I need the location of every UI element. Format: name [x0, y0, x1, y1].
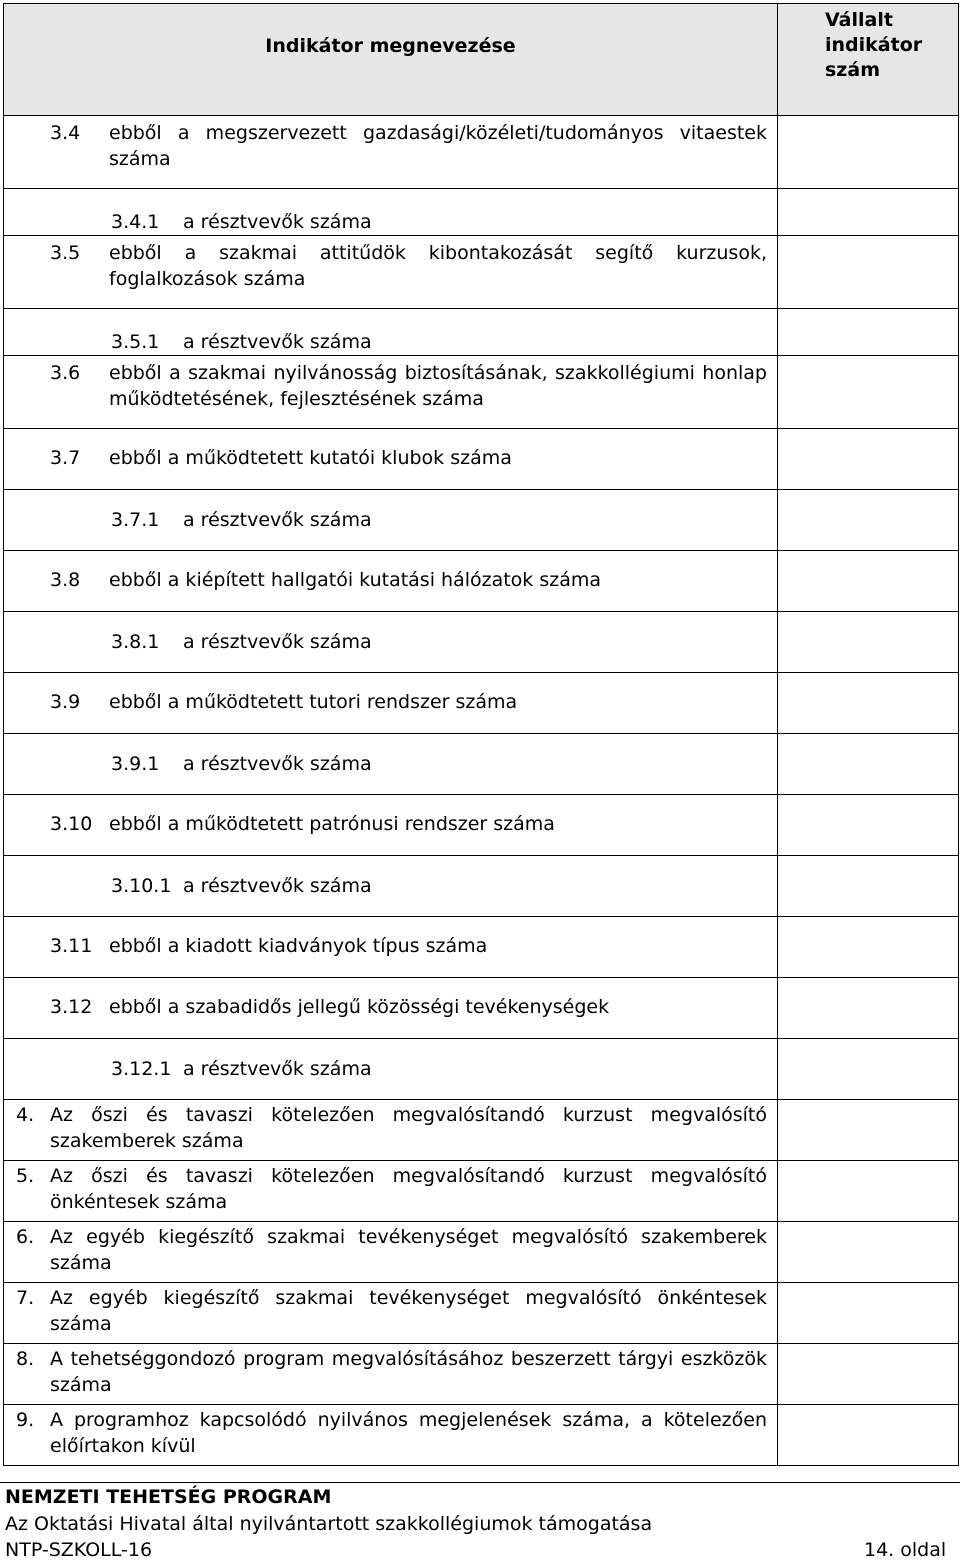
indicator-line	[4, 1405, 777, 1459]
table-row	[4, 734, 959, 795]
table-row	[4, 673, 959, 734]
indicator-number: 3.10	[50, 813, 93, 835]
table-row	[4, 1161, 959, 1222]
table-row	[4, 309, 959, 356]
indicator-line	[4, 917, 777, 959]
indicator-number: 3.12	[50, 996, 93, 1018]
indicator-line	[4, 236, 777, 292]
indicator-line	[4, 734, 777, 777]
indicator-text: a résztvevők száma	[183, 509, 372, 531]
indicator-cell	[4, 1405, 778, 1466]
indicator-text: a résztvevők száma	[183, 875, 372, 897]
table-row	[4, 612, 959, 673]
table-row	[4, 429, 959, 490]
indicator-cell	[4, 490, 778, 551]
indicator-number: 8.	[16, 1348, 35, 1370]
indicator-cell	[4, 309, 778, 356]
indicator-line	[4, 309, 777, 355]
indicator-line	[4, 1100, 777, 1154]
committed-number-cell[interactable]	[778, 1283, 959, 1344]
table-row	[4, 795, 959, 856]
indicator-line	[4, 490, 777, 533]
table-row	[4, 1283, 959, 1344]
indicator-text: ebből a működtetett kutatói klubok száma	[109, 447, 512, 469]
committed-number-cell[interactable]	[778, 189, 959, 236]
committed-number-cell[interactable]	[778, 116, 959, 189]
table-body	[4, 116, 959, 1466]
indicator-line	[4, 1039, 777, 1082]
indicator-number: 3.9	[50, 691, 81, 713]
indicator-text: Az egyéb kiegészítő szakmai tevékenységet megvalósító önkéntesek száma	[50, 1287, 767, 1335]
indicator-cell	[4, 551, 778, 612]
table-row	[4, 1405, 959, 1466]
committed-number-cell[interactable]	[778, 236, 959, 309]
indicator-number: 7.	[16, 1287, 35, 1309]
committed-number-cell[interactable]	[778, 978, 959, 1039]
indicator-cell	[4, 734, 778, 795]
committed-number-cell[interactable]	[778, 673, 959, 734]
committed-number-cell[interactable]	[778, 795, 959, 856]
indicator-cell	[4, 236, 778, 309]
indicator-text: a résztvevők száma	[183, 331, 372, 353]
indicator-number: 3.8.1	[111, 631, 160, 653]
column-header-committed-number: Vállalt indikátor szám	[778, 4, 959, 116]
indicator-text: Az egyéb kiegészítő szakmai tevékenységet megvalósító szakemberek száma	[50, 1226, 767, 1274]
committed-number-cell[interactable]	[778, 1222, 959, 1283]
table-row	[4, 236, 959, 309]
committed-number-cell[interactable]	[778, 1039, 959, 1100]
footer-subtitle: Az Oktatási Hivatal által nyilvántartott szakkollégiumok támogatása	[5, 1513, 653, 1535]
indicator-line	[4, 1222, 777, 1276]
indicator-text: a résztvevők száma	[183, 1058, 372, 1080]
indicator-cell	[4, 356, 778, 429]
indicator-table	[3, 3, 959, 1466]
table-row	[4, 356, 959, 429]
indicator-line	[4, 856, 777, 899]
indicator-line	[4, 1161, 777, 1215]
indicator-text: ebből a működtetett patrónusi rendszer száma	[109, 813, 555, 835]
indicator-number: 3.7.1	[111, 509, 160, 531]
indicator-line	[4, 429, 777, 471]
indicator-cell	[4, 1161, 778, 1222]
indicator-line	[4, 978, 777, 1020]
committed-number-cell[interactable]	[778, 612, 959, 673]
committed-number-cell[interactable]	[778, 856, 959, 917]
indicator-number: 3.4.1	[111, 211, 160, 233]
indicator-text: ebből a kiépített hallgatói kutatási hálózatok száma	[109, 569, 602, 591]
indicator-line	[4, 189, 777, 235]
indicator-number: 3.11	[50, 935, 93, 957]
table-row	[4, 917, 959, 978]
committed-number-cell[interactable]	[778, 1344, 959, 1405]
indicator-line	[4, 356, 777, 412]
committed-number-cell[interactable]	[778, 309, 959, 356]
indicator-cell	[4, 429, 778, 490]
page-number: 14. oldal	[864, 1539, 947, 1561]
indicator-text: Az őszi és tavaszi kötelezően megvalósítandó kurzust megvalósító önkéntesek száma	[50, 1165, 767, 1213]
table-row	[4, 116, 959, 189]
indicator-line	[4, 795, 777, 837]
committed-number-cell[interactable]	[778, 1405, 959, 1466]
indicator-line	[4, 551, 777, 593]
table-row	[4, 490, 959, 551]
indicator-text: ebből a kiadott kiadványok típus száma	[109, 935, 488, 957]
committed-number-cell[interactable]	[778, 356, 959, 429]
committed-number-cell[interactable]	[778, 1161, 959, 1222]
committed-number-cell[interactable]	[778, 1100, 959, 1161]
indicator-line	[4, 612, 777, 655]
indicator-number: 9.	[16, 1409, 35, 1431]
indicator-text: A tehetséggondozó program megvalósításához beszerzett tárgyi eszközök száma	[50, 1348, 767, 1396]
indicator-line	[4, 116, 777, 172]
indicator-text: ebből a szakmai attitűdök kibontakozását segítő kurzusok, foglalkozások száma	[109, 242, 767, 290]
indicator-number: 4.	[16, 1104, 35, 1126]
committed-number-cell[interactable]	[778, 734, 959, 795]
indicator-number: 3.12.1	[111, 1058, 172, 1080]
indicator-number: 3.8	[50, 569, 81, 591]
footer-divider	[0, 1482, 960, 1483]
committed-number-cell[interactable]	[778, 917, 959, 978]
indicator-text: Az őszi és tavaszi kötelezően megvalósítandó kurzust megvalósító szakemberek száma	[50, 1104, 767, 1152]
indicator-cell	[4, 795, 778, 856]
committed-number-cell[interactable]	[778, 490, 959, 551]
indicator-cell	[4, 673, 778, 734]
indicator-text: ebből a szakmai nyilvánosság biztosításának, szakkollégiumi honlap működtetésének, fejlesztésének száma	[109, 362, 767, 410]
indicator-number: 3.5.1	[111, 331, 160, 353]
indicator-cell	[4, 1344, 778, 1405]
indicator-line	[4, 673, 777, 715]
footer-program-name: NEMZETI TEHETSÉG PROGRAM	[5, 1486, 332, 1508]
table-row	[4, 1222, 959, 1283]
indicator-line	[4, 1283, 777, 1337]
table-row	[4, 189, 959, 236]
table-row	[4, 551, 959, 612]
indicator-number: 5.	[16, 1165, 35, 1187]
indicator-cell	[4, 1283, 778, 1344]
indicator-text: a résztvevők száma	[183, 753, 372, 775]
table-header-row	[4, 4, 959, 116]
indicator-cell	[4, 189, 778, 236]
indicator-cell	[4, 917, 778, 978]
indicator-text: a résztvevők száma	[183, 211, 372, 233]
indicator-cell	[4, 1222, 778, 1283]
table-row	[4, 1100, 959, 1161]
table-row	[4, 978, 959, 1039]
footer-code: NTP-SZKOLL-16	[5, 1539, 153, 1561]
indicator-cell	[4, 1100, 778, 1161]
indicator-number: 3.7	[50, 447, 81, 469]
column-header-indicator-name: Indikátor megnevezése	[4, 4, 778, 116]
table-row	[4, 856, 959, 917]
table-row	[4, 1039, 959, 1100]
indicator-cell	[4, 612, 778, 673]
indicator-number: 3.6	[50, 362, 81, 384]
indicator-text: a résztvevők száma	[183, 631, 372, 653]
indicator-cell	[4, 856, 778, 917]
indicator-text: ebből a megszervezett gazdasági/közéleti/tudományos vitaestek száma	[109, 122, 767, 170]
indicator-number: 3.4	[50, 122, 81, 144]
indicator-number: 6.	[16, 1226, 35, 1248]
indicator-cell	[4, 1039, 778, 1100]
indicator-text: ebből a szabadidős jellegű közösségi tevékenységek	[109, 996, 610, 1018]
indicator-number: 3.9.1	[111, 753, 160, 775]
indicator-line	[4, 1344, 777, 1398]
indicator-number: 3.5	[50, 242, 81, 264]
indicator-text: A programhoz kapcsolódó nyilvános megjelenések száma, a kötelezően előírtakon kívül	[50, 1409, 767, 1457]
indicator-cell	[4, 116, 778, 189]
committed-number-cell[interactable]	[778, 551, 959, 612]
indicator-cell	[4, 978, 778, 1039]
indicator-number: 3.10.1	[111, 875, 172, 897]
table-row	[4, 1344, 959, 1405]
indicator-text: ebből a működtetett tutori rendszer száma	[109, 691, 518, 713]
committed-number-cell[interactable]	[778, 429, 959, 490]
